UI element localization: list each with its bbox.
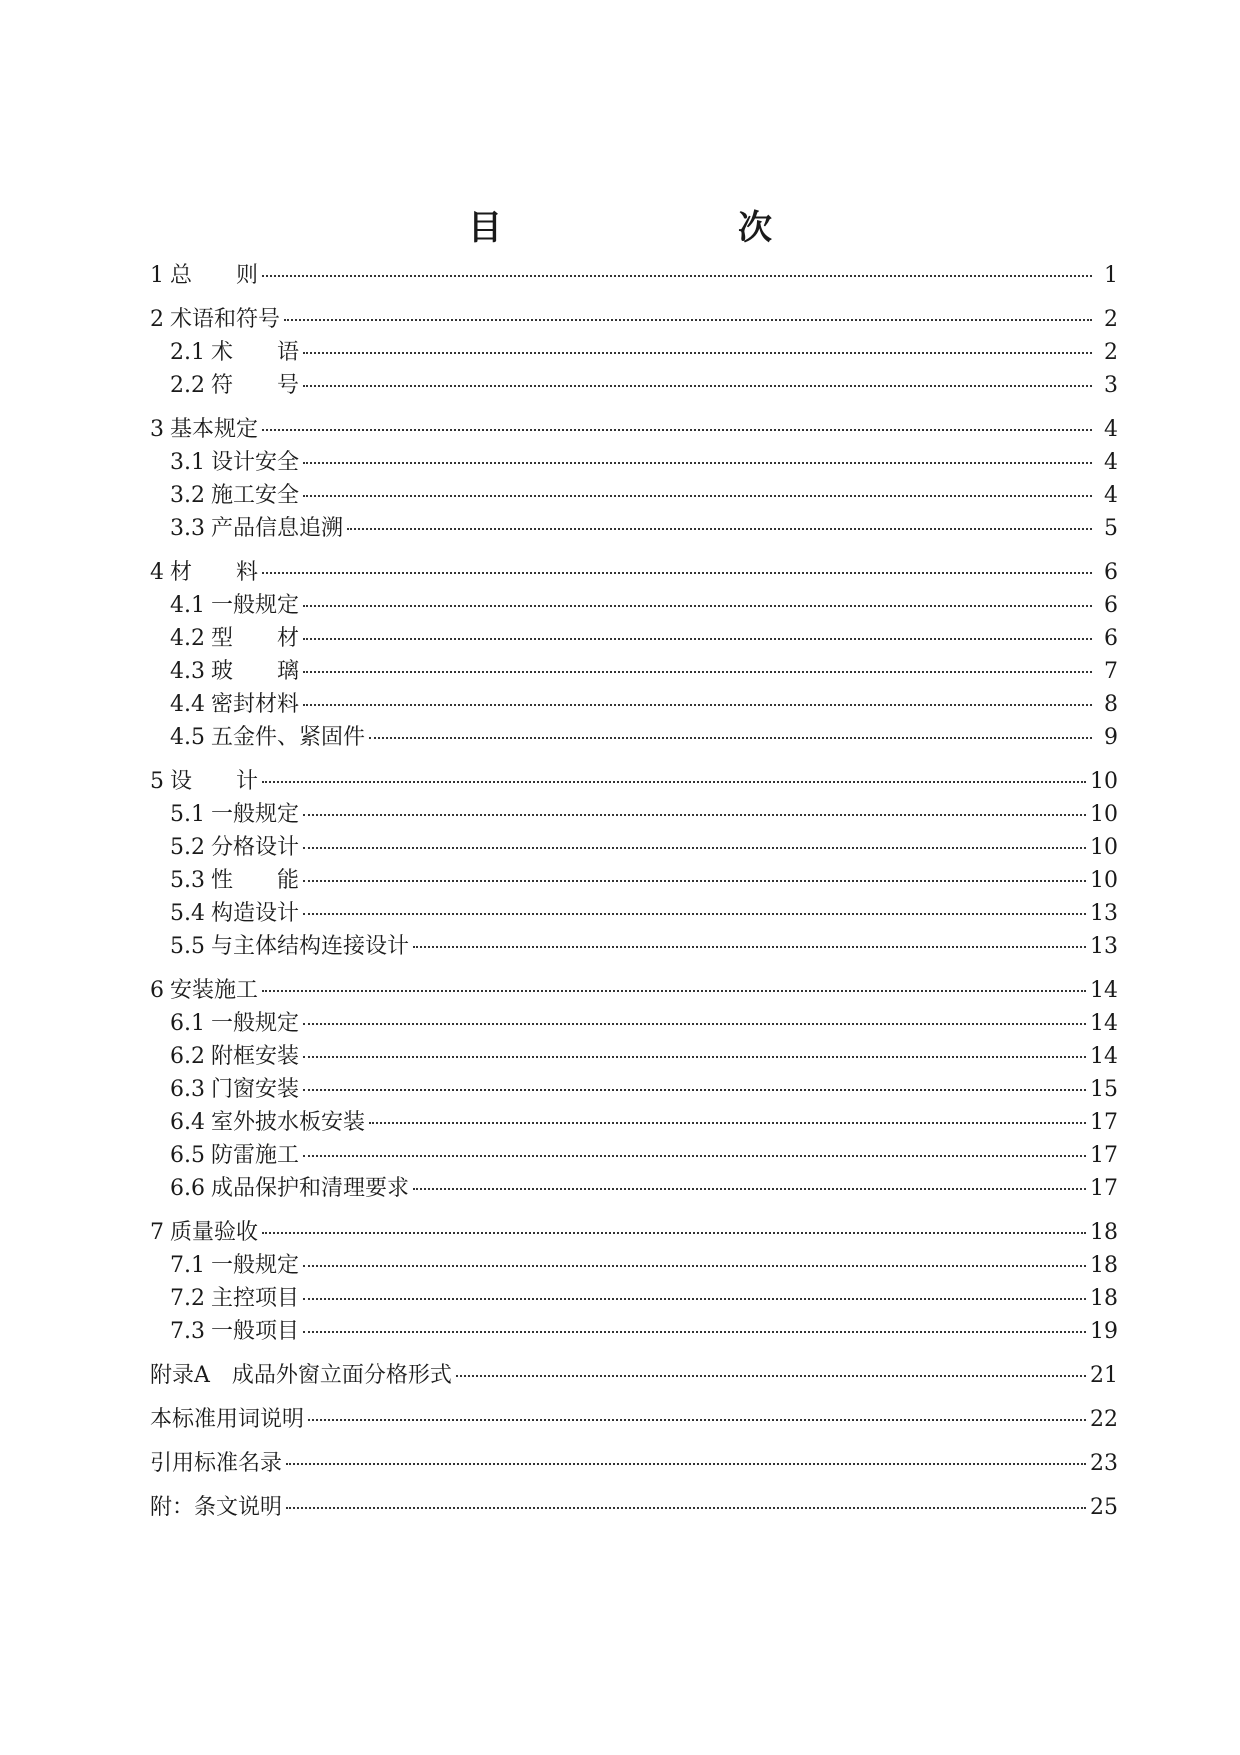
toc-section-entry[interactable]	[150, 339, 1118, 367]
toc-entry-number: 5	[150, 769, 164, 794]
toc-entry-label: 产品信息追溯	[211, 516, 344, 541]
toc-section-entry[interactable]	[150, 1109, 1118, 1137]
toc-section-entry[interactable]	[150, 1076, 1118, 1104]
dot-leader	[303, 1155, 1086, 1157]
toc-section-entry[interactable]	[150, 658, 1118, 686]
toc-entry-page-number: 13	[1090, 901, 1118, 926]
toc-entry-label: 室外披水板安装	[211, 1110, 366, 1135]
dot-leader	[303, 462, 1092, 464]
dot-leader	[303, 1056, 1086, 1058]
dot-leader	[303, 814, 1086, 816]
toc-chapter-entry[interactable]	[150, 262, 1118, 290]
toc-entry-page-number: 6	[1104, 593, 1118, 618]
toc-entry-label: 与主体结构连接设计	[211, 934, 410, 959]
toc-entry-label: 型 材	[211, 626, 300, 651]
toc-entry-page-number: 10	[1090, 835, 1118, 860]
toc-entry-number: 7	[150, 1220, 164, 1245]
toc-section-entry[interactable]	[150, 1175, 1118, 1203]
toc-entry-page-number: 18	[1090, 1286, 1118, 1311]
toc-entry-page-number: 18	[1090, 1253, 1118, 1278]
toc-entry-label: 基本规定	[170, 417, 259, 442]
toc-entry-page-number: 23	[1090, 1451, 1118, 1476]
toc-entry-number: 5.2	[170, 835, 205, 860]
toc-section-entry[interactable]	[150, 1043, 1118, 1071]
toc-section-entry[interactable]	[150, 867, 1118, 895]
page-title: 目 次	[468, 208, 828, 248]
toc-entry-page-number: 22	[1090, 1407, 1118, 1432]
toc-entry-number: 2.1	[170, 340, 205, 365]
toc-entry-number: 2	[150, 307, 164, 332]
toc-section-entry[interactable]	[150, 625, 1118, 653]
toc-entry-number: 1	[150, 263, 164, 288]
toc-entry-number: 5.4	[170, 901, 205, 926]
toc-section-entry[interactable]	[150, 1318, 1118, 1346]
dot-leader	[303, 1023, 1086, 1025]
toc-entry-number: 7.1	[170, 1253, 205, 1278]
toc-entry-label: 总 则	[170, 263, 259, 288]
dot-leader	[286, 1463, 1086, 1465]
toc-section-entry[interactable]	[150, 900, 1118, 928]
toc-entry-page-number: 19	[1090, 1319, 1118, 1344]
toc-entry-number: 4.2	[170, 626, 205, 651]
toc-chapter-entry[interactable]	[150, 1219, 1118, 1247]
toc-section-entry[interactable]	[150, 691, 1118, 719]
toc-section-entry[interactable]	[150, 372, 1118, 400]
toc-entry-label: 防雷施工	[211, 1143, 300, 1168]
toc-chapter-entry[interactable]	[150, 1494, 1118, 1522]
toc-entry-page-number: 6	[1104, 626, 1118, 651]
dot-leader	[303, 1265, 1086, 1267]
toc-entry-label: 符 号	[211, 373, 300, 398]
toc-entry-page-number: 18	[1090, 1220, 1118, 1245]
toc-chapter-entry[interactable]	[150, 306, 1118, 334]
toc-chapter-entry[interactable]	[150, 1450, 1118, 1478]
toc-entry-page-number: 2	[1104, 307, 1118, 332]
toc-entry-label: 一般项目	[211, 1319, 300, 1344]
dot-leader	[303, 704, 1092, 706]
toc-entry-label: 一般规定	[211, 1011, 300, 1036]
toc-entry-page-number: 6	[1104, 560, 1118, 585]
dot-leader	[456, 1375, 1086, 1377]
toc-entry-page-number: 4	[1104, 450, 1118, 475]
toc-entry-number: 5.1	[170, 802, 205, 827]
dot-leader	[262, 1232, 1086, 1234]
toc-entry-page-number: 9	[1104, 725, 1118, 750]
toc-entry-page-number: 10	[1090, 868, 1118, 893]
dot-leader	[303, 671, 1092, 673]
toc-entry-page-number: 10	[1090, 769, 1118, 794]
dot-leader	[262, 275, 1092, 277]
toc-chapter-entry[interactable]	[150, 416, 1118, 444]
toc-entry-number: 6.1	[170, 1011, 205, 1036]
toc-chapter-entry[interactable]	[150, 768, 1118, 796]
toc-entry-page-number: 17	[1090, 1110, 1118, 1135]
toc-entry-label: 分格设计	[211, 835, 300, 860]
toc-section-entry[interactable]	[150, 1285, 1118, 1313]
toc-entry-page-number: 7	[1104, 659, 1118, 684]
dot-leader	[262, 429, 1092, 431]
toc-entry-page-number: 3	[1104, 373, 1118, 398]
toc-entry-page-number: 14	[1090, 1044, 1118, 1069]
toc-entry-label: 设 计	[170, 769, 259, 794]
toc-chapter-entry[interactable]	[150, 1406, 1118, 1434]
toc-entry-label: 一般规定	[211, 802, 300, 827]
dot-leader	[303, 1298, 1086, 1300]
toc-entry-label: 成品保护和清理要求	[211, 1176, 410, 1201]
toc-entry-label: 玻 璃	[211, 659, 300, 684]
toc-chapter-entry[interactable]	[150, 977, 1118, 1005]
toc-entry-page-number: 14	[1090, 1011, 1118, 1036]
dot-leader	[413, 946, 1086, 948]
toc-entry-page-number: 2	[1104, 340, 1118, 365]
toc-entry-label: 引用标准名录	[150, 1451, 283, 1476]
toc-entry-label: 一般规定	[211, 593, 300, 618]
toc-chapter-entry[interactable]	[150, 1362, 1118, 1390]
toc-entry-page-number: 21	[1090, 1363, 1118, 1388]
toc-entry-label: 构造设计	[211, 901, 300, 926]
toc-entry-page-number: 1	[1104, 263, 1118, 288]
toc-entry-number: 6.4	[170, 1110, 205, 1135]
toc-entry-number: 4.5	[170, 725, 205, 750]
toc-entry-label: 附框安装	[211, 1044, 300, 1069]
toc-section-entry[interactable]	[150, 515, 1118, 543]
toc-entry-number: 4.3	[170, 659, 205, 684]
toc-entry-label: 施工安全	[211, 483, 300, 508]
toc-entry-page-number: 5	[1104, 516, 1118, 541]
toc-section-entry[interactable]	[150, 1010, 1118, 1038]
toc-entry-label: 门窗安装	[211, 1077, 300, 1102]
dot-leader	[303, 847, 1086, 849]
toc-section-entry[interactable]	[150, 1252, 1118, 1280]
toc-entry-label: 附：条文说明	[150, 1495, 283, 1520]
table-of-contents	[150, 262, 1118, 1522]
dot-leader	[303, 1331, 1086, 1333]
toc-section-entry[interactable]	[150, 724, 1118, 752]
toc-entry-label: 成品外窗立面分格形式	[231, 1363, 452, 1388]
toc-entry-label: 术语和符号	[170, 307, 281, 332]
dot-leader	[308, 1419, 1086, 1421]
toc-entry-number: 4	[150, 560, 164, 585]
toc-entry-page-number: 25	[1090, 1495, 1118, 1520]
toc-entry-page-number: 15	[1090, 1077, 1118, 1102]
dot-leader	[303, 352, 1092, 354]
toc-entry-label: 安装施工	[170, 978, 259, 1003]
toc-entry-label: 术 语	[211, 340, 300, 365]
toc-section-entry[interactable]	[150, 449, 1118, 477]
toc-entry-page-number: 10	[1090, 802, 1118, 827]
dot-leader	[303, 880, 1086, 882]
dot-leader	[284, 319, 1092, 321]
toc-entry-number: 7.3	[170, 1319, 205, 1344]
toc-chapter-entry[interactable]	[150, 559, 1118, 587]
toc-entry-label: 密封材料	[211, 692, 300, 717]
toc-entry-number: 附录A	[150, 1363, 210, 1388]
toc-entry-number: 6.5	[170, 1143, 205, 1168]
dot-leader	[347, 528, 1092, 530]
dot-leader	[413, 1188, 1086, 1190]
toc-entry-page-number: 17	[1090, 1176, 1118, 1201]
toc-entry-number: 7.2	[170, 1286, 205, 1311]
toc-entry-number: 6.6	[170, 1176, 205, 1201]
dot-leader	[262, 990, 1086, 992]
dot-leader	[303, 495, 1092, 497]
toc-section-entry[interactable]	[150, 834, 1118, 862]
toc-entry-number: 6.3	[170, 1077, 205, 1102]
dot-leader	[369, 737, 1092, 739]
toc-entry-number: 6.2	[170, 1044, 205, 1069]
toc-entry-number: 3.3	[170, 516, 205, 541]
dot-leader	[303, 605, 1092, 607]
toc-entry-label: 质量验收	[170, 1220, 259, 1245]
dot-leader	[369, 1122, 1086, 1124]
toc-entry-number: 5.3	[170, 868, 205, 893]
toc-section-entry[interactable]	[150, 801, 1118, 829]
toc-entry-label: 主控项目	[211, 1286, 300, 1311]
dot-leader	[303, 1089, 1086, 1091]
toc-entry-label: 材 料	[170, 560, 259, 585]
dot-leader	[303, 913, 1086, 915]
toc-entry-page-number: 8	[1104, 692, 1118, 717]
dot-leader	[262, 781, 1086, 783]
dot-leader	[286, 1507, 1086, 1509]
toc-section-entry[interactable]	[150, 482, 1118, 510]
toc-entry-number: 3.2	[170, 483, 205, 508]
toc-entry-label: 本标准用词说明	[150, 1407, 305, 1432]
toc-section-entry[interactable]	[150, 1142, 1118, 1170]
dot-leader	[303, 638, 1092, 640]
toc-section-entry[interactable]	[150, 933, 1118, 961]
toc-entry-page-number: 17	[1090, 1143, 1118, 1168]
toc-entry-page-number: 13	[1090, 934, 1118, 959]
toc-entry-number: 3.1	[170, 450, 205, 475]
toc-entry-number: 5.5	[170, 934, 205, 959]
toc-entry-number: 6	[150, 978, 164, 1003]
toc-entry-label: 一般规定	[211, 1253, 300, 1278]
toc-entry-label: 性 能	[211, 868, 300, 893]
toc-entry-page-number: 14	[1090, 978, 1118, 1003]
toc-entry-number: 3	[150, 417, 164, 442]
toc-entry-label: 设计安全	[211, 450, 300, 475]
toc-entry-label: 五金件、紧固件	[211, 725, 366, 750]
toc-entry-page-number: 4	[1104, 417, 1118, 442]
toc-entry-number: 2.2	[170, 373, 205, 398]
toc-entry-number: 4.1	[170, 593, 205, 618]
toc-entry-number: 4.4	[170, 692, 205, 717]
toc-section-entry[interactable]	[150, 592, 1118, 620]
toc-entry-page-number: 4	[1104, 483, 1118, 508]
dot-leader	[262, 572, 1092, 574]
dot-leader	[303, 385, 1092, 387]
